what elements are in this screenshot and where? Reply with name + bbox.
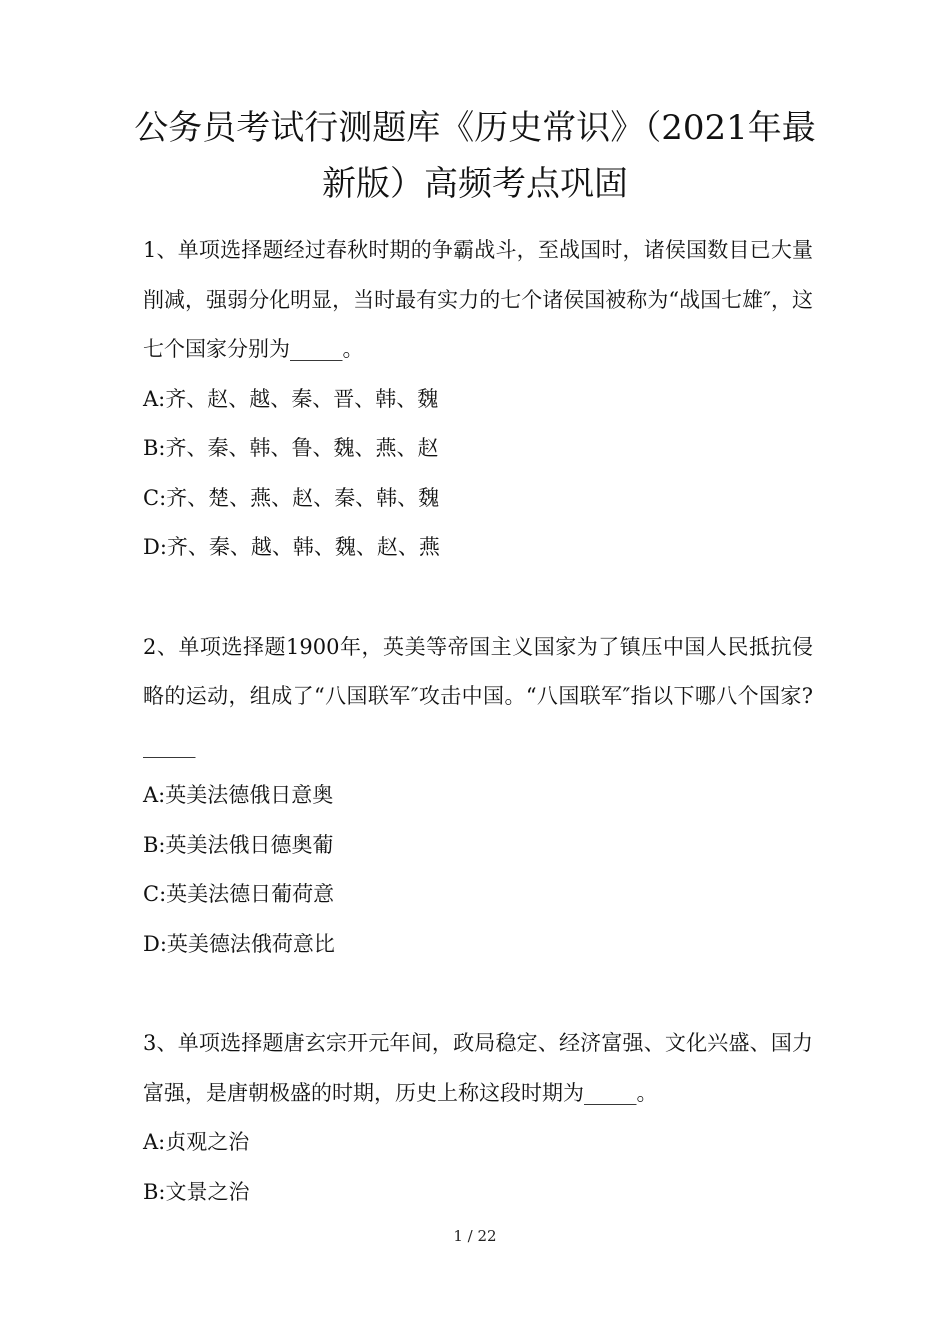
title-line-1: 公务员考试行测题库《历史常识》（2021年最: [134, 108, 816, 148]
question-1: [143, 226, 813, 573]
option-b: B:文景之治: [143, 1179, 250, 1204]
option-d: D:齐、秦、越、韩、魏、赵、燕: [143, 535, 440, 559]
question-text: 1、单项选择题经过春秋时期的争霸战斗，至战国时，诸侯国数目已大量削减，强弱分化明显，当时最有实力的七个诸侯国被称为“战国七雄″，这七个国家分别为_____。: [143, 238, 813, 361]
option-a: A:英美法德俄日意奥: [143, 783, 334, 807]
question-3: [143, 1019, 813, 1217]
document-title: [130, 100, 820, 212]
option-c: C:英美法德日葡荷意: [143, 882, 335, 906]
title-line-2: 新版）高频考点巩固: [322, 164, 628, 204]
option-b: B:英美法俄日德奥葡: [143, 832, 334, 857]
question-2: [143, 623, 813, 970]
option-a: A:齐、赵、越、秦、晋、韩、魏: [143, 386, 439, 411]
page-number: 1 / 22: [453, 1227, 497, 1245]
option-c: C:齐、楚、燕、赵、秦、韩、魏: [143, 485, 440, 510]
question-text: 3、单项选择题唐玄宗开元年间，政局稳定、经济富强、文化兴盛、国力富强，是唐朝极盛的时期，历史上称这段时期为_____。: [143, 1031, 813, 1105]
option-b: B:齐、秦、韩、鲁、魏、燕、赵: [143, 436, 439, 460]
option-a: A:贞观之治: [143, 1130, 250, 1154]
question-text: 2、单项选择题1900年，英美等帝国主义国家为了镇压中国人民抵抗侵略的运动，组成了“八国联军″攻击中国。“八国联军″指以下哪八个国家?_____: [143, 634, 813, 758]
option-d: D:英美德法俄荷意比: [143, 931, 335, 956]
question-list: [143, 226, 813, 1267]
